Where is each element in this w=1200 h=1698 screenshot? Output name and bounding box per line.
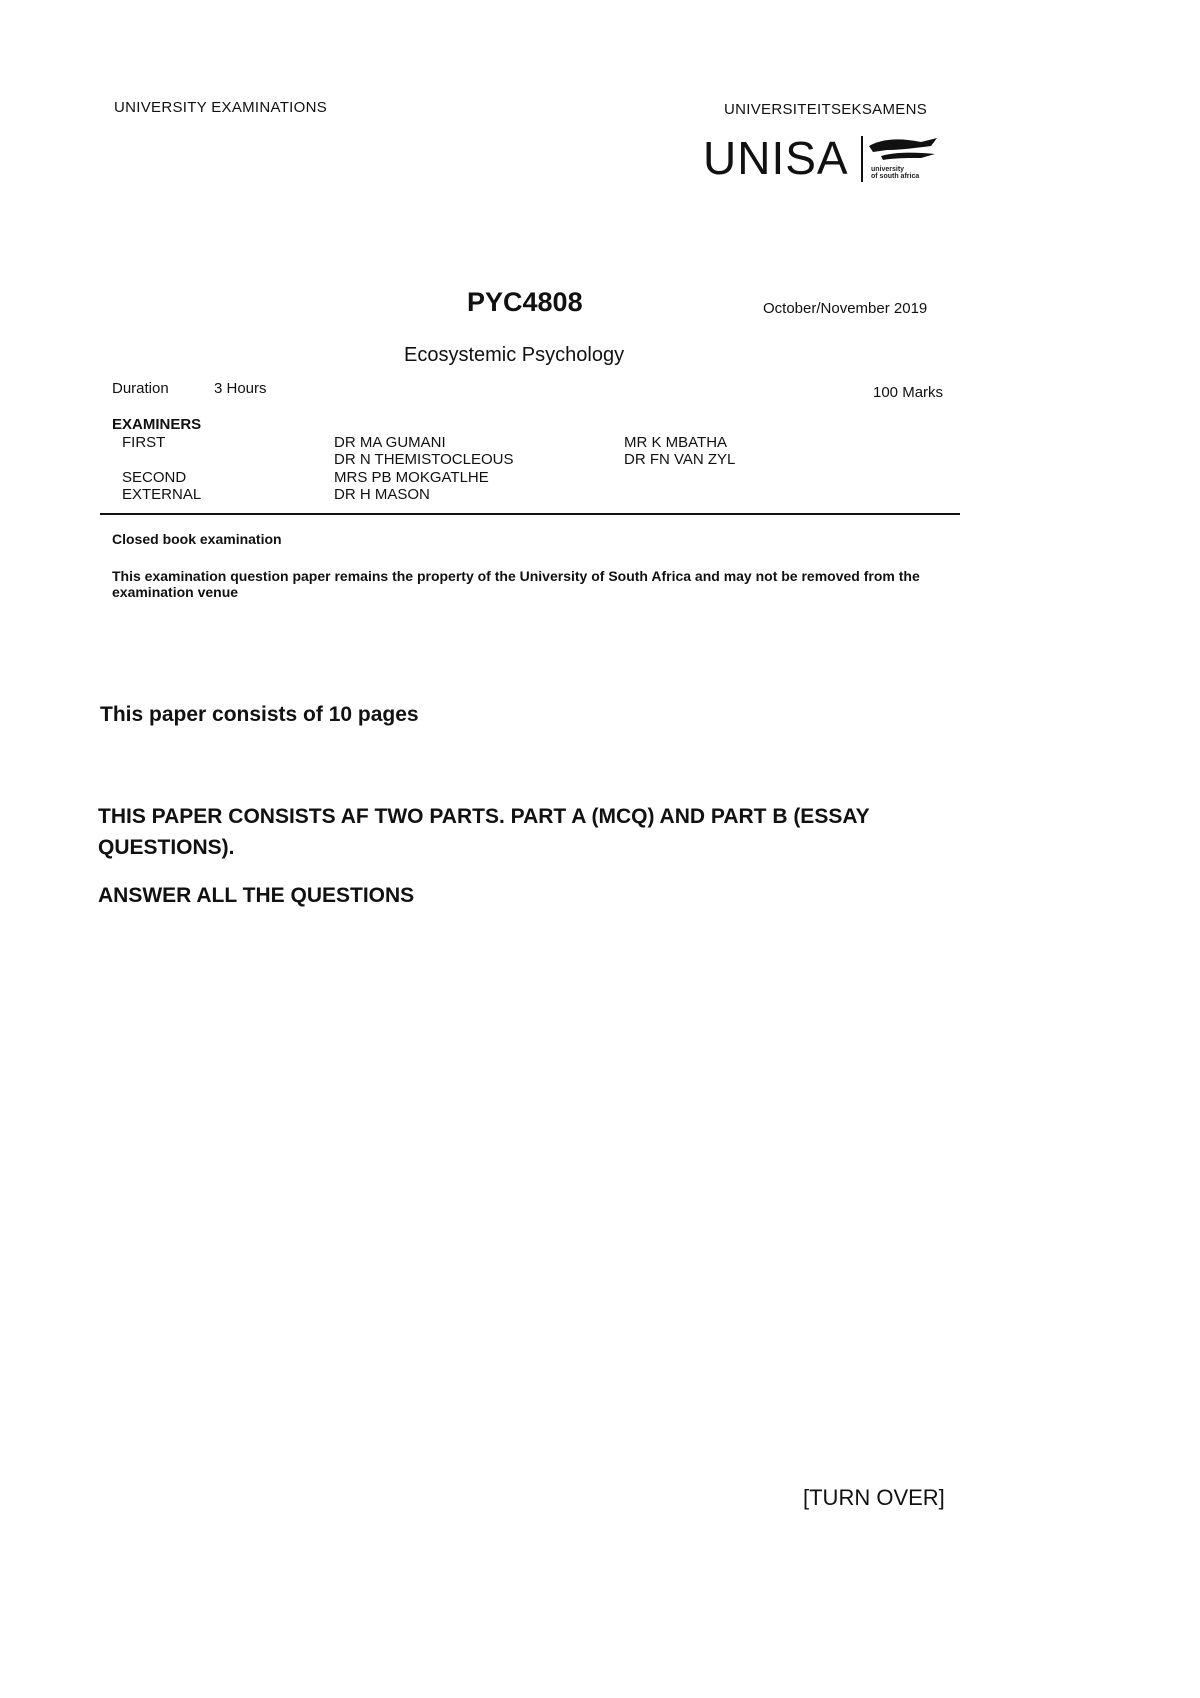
examiner-first-label: FIRST (122, 434, 166, 451)
examiners-heading: EXAMINERS (112, 416, 202, 433)
header-right-title: UNIVERSITEITSEKSAMENS (724, 101, 928, 118)
examiner-name: DR H MASON (334, 486, 430, 503)
property-note: This examination question paper remains the property of the University of South Africa and may not be removed from the examination venue (112, 568, 920, 600)
examiner-name: MR K MBATHA (624, 434, 728, 451)
logo-subtitle: university of south africa (871, 166, 920, 180)
logo-wordmark: UNISA (703, 132, 849, 184)
examiner-name: DR MA GUMANI (334, 434, 446, 451)
course-name: Ecosystemic Psychology (404, 344, 625, 366)
header-left-title: UNIVERSITY EXAMINATIONS (114, 99, 328, 116)
closed-book-note: Closed book examination (112, 531, 282, 547)
examiner-name: MRS PB MOKGATLHE (334, 469, 489, 486)
header-divider (100, 513, 960, 515)
examiner-name: DR FN VAN ZYL (624, 451, 736, 468)
page-count-statement: This paper consists of 10 pages (100, 703, 419, 726)
examiner-external-label: EXTERNAL (122, 486, 202, 503)
duration-label: Duration (112, 380, 169, 397)
parts-statement: THIS PAPER CONSISTS AF TWO PARTS. PART A (MCQ) AND PART B (ESSAY QUESTIONS). (98, 805, 870, 859)
total-marks: 100 Marks (873, 384, 944, 401)
course-code: PYC4808 (467, 287, 583, 317)
examiner-second-label: SECOND (122, 469, 187, 486)
answer-instruction: ANSWER ALL THE QUESTIONS (98, 884, 415, 907)
duration-value: 3 Hours (214, 380, 267, 397)
examiner-name: DR N THEMISTOCLEOUS (334, 451, 514, 468)
unisa-logo (703, 130, 943, 186)
exam-session: October/November 2019 (763, 300, 928, 317)
turn-over-note: [TURN OVER] (803, 1485, 945, 1510)
